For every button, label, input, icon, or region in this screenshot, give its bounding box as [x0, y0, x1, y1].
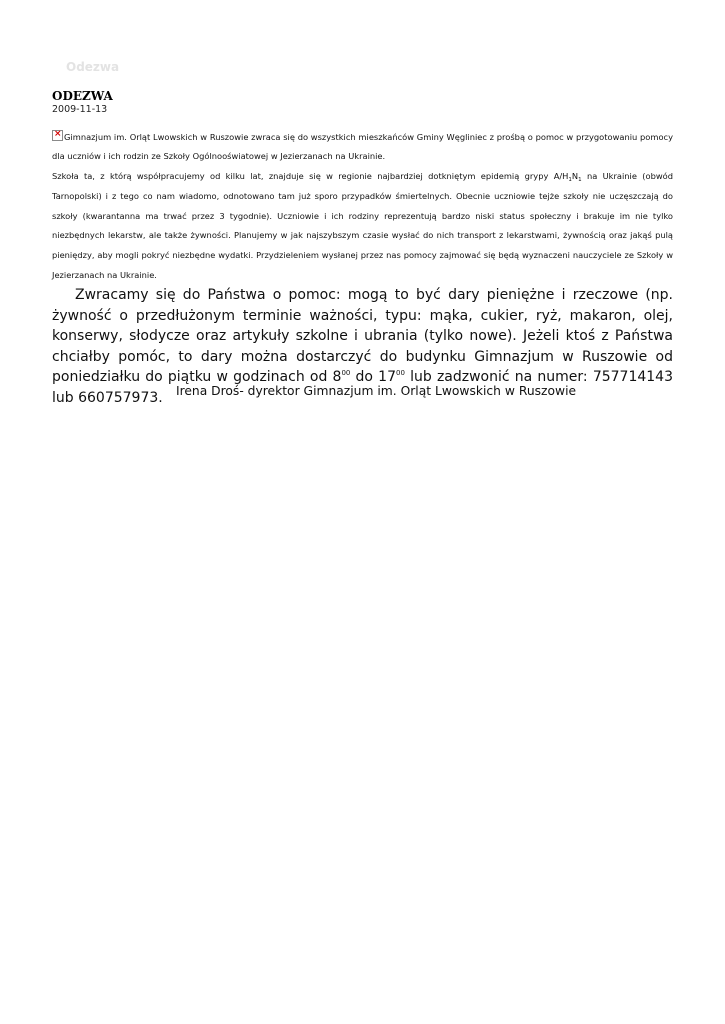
- broken-image-icon: ×: [54, 129, 62, 139]
- situation-text-end: na Ukrainie (obwód Tarnopolski) i z tego co nam wiadomo, odnotowano tam już sporo przypadków śmiertelnych. Obecnie uczniowie tejże szkoły nie uczęszczają do szkoły (kwarantanna ma trwać przez 3 tygodnie). Uczniowie i ich rodziny reprezentują bardzo niski status społeczny i brakuje im nie tylko niezbędnych lekarstw, ale także żywności. Planujemy w jak najszybszym czasie wysłać do nich transport z lekarstwami, żywnością oraz jakąś pulą pieniędzy, aby mogli pokryć niezbędne wydatki. Przydzieleniem wysłanej przez nas pomocy zajmować się będą wyznaczeni nauczyciele ze Szkoły w Jezierzanach na Ukrainie.: [52, 171, 673, 280]
- paragraph-situation: [52, 167, 673, 286]
- article-date: 2009-11-13: [52, 104, 108, 115]
- paragraph-intro: [52, 128, 673, 166]
- virus-n-subscript: 1: [578, 177, 582, 183]
- virus-h-subscript: 1: [568, 177, 572, 183]
- intro-text: Gimnazjum im. Orląt Lwowskich w Ruszowie zwraca się do wszystkich mieszkańców Gminy Węgliniec z prośbą o pomoc w przygotowaniu pomocy dla uczniów i ich rodzin ze Szkoły Ogólnooświatowej w Jezierzanach na Ukrainie.: [52, 132, 673, 161]
- situation-text-start: Szkoła ta, z którą współpracujemy od kilku lat, znajduje się w regionie najbardziej dotkniętym epidemią grypy A/H: [52, 171, 569, 181]
- hour-end-superscript: 00: [396, 369, 405, 377]
- signature: Irena Droś- dyrektor Gimnazjum im. Orląt Lwowskich w Ruszowie: [175, 384, 577, 398]
- appeal-text-end: lub zadzwonić na numer: 757714143 lub 660757973.: [52, 369, 673, 406]
- hour-start-superscript: 00: [341, 369, 351, 377]
- appeal-text-middle: do 17: [350, 369, 396, 385]
- odezwa-header-link[interactable]: Odezwa: [66, 60, 120, 74]
- article-title: ODEZWA: [52, 89, 113, 103]
- article-body: [52, 128, 673, 286]
- virus-n-letter: N: [571, 171, 579, 181]
- appeal-text: Zwracamy się do Państwa o pomoc: mogą to być dary pieniężne i rzeczowe (np. żywność o przedłużonym terminie ważności, typu: mąka, cukier, ryż, makaron, olej, konserwy, słodycze oraz artykuły szkolne i ubrania (tylko nowe). Jeżeli ktoś z Państwa chciałby pomóc, to dary można dostarczyć do budynku Gimnazjum w Ruszowie od poniedziałku do piątku w godzinach od 8: [52, 287, 673, 385]
